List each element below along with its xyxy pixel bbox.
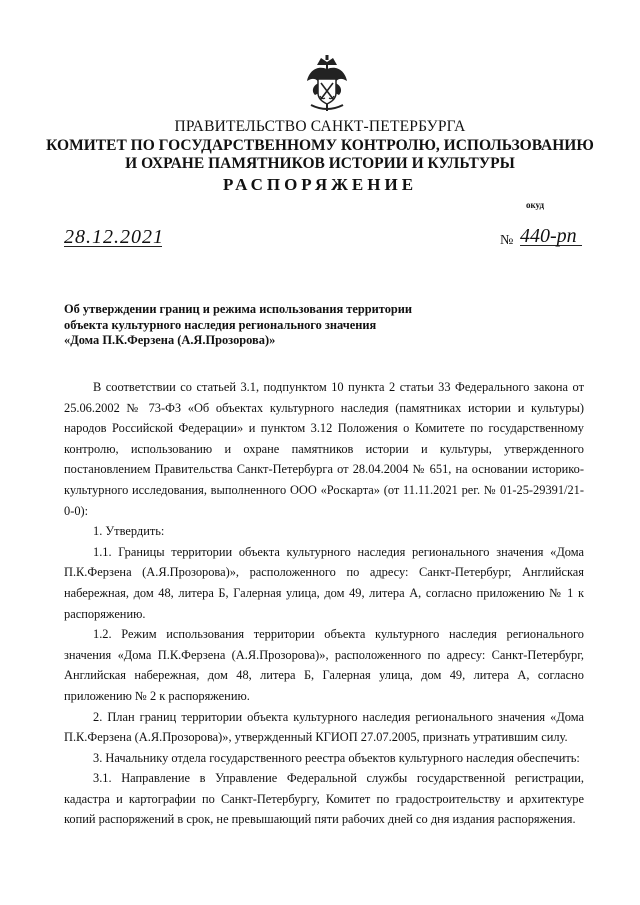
coat-of-arms-icon [303, 55, 351, 113]
paragraph-3: 3. Начальнику отдела государственного реестра объектов культурного наследия обеспечить: [93, 750, 580, 765]
government-title: ПРАВИТЕЛЬСТВО САНКТ-ПЕТЕРБУРГА [174, 118, 466, 135]
subject-line3: «Дома П.К.Ферзена (А.Я.Прозорова)» [64, 333, 276, 347]
document-date: 28.12.2021 [64, 226, 164, 248]
committee-title-line2: И ОХРАНЕ ПАМЯТНИКОВ ИСТОРИИ И КУЛЬТУРЫ [125, 155, 515, 172]
document-type: РАСПОРЯЖЕНИЕ [222, 175, 418, 194]
committee-title-line1: КОМИТЕТ ПО ГОСУДАРСТВЕННОМУ КОНТРОЛЮ, ИСПОЛЬЗОВАНИЮ [46, 137, 594, 154]
subject-line1: Об утверждении границ и режима использования территории [64, 302, 413, 316]
number-sign: № [500, 233, 514, 248]
paragraph-1: 1. Утвердить: [93, 524, 165, 539]
okud-label: окуд [526, 200, 545, 210]
document-subject [64, 302, 412, 349]
document-number: 440-рп [520, 227, 582, 246]
paragraph-1-2: 1.2. Режим использования территории объекта культурного наследия регионального значения «Дома П.К.Ферзена (А.Я.Прозорова)», расположенного по адресу: Санкт-Петербург, Английская набережная, дом 48, литера Б, Галерная улица, дом 49, литера А, согласно приложению № 2 к распоряжению. [64, 627, 584, 703]
subject-line2: объекта культурного наследия регионального значения [64, 317, 377, 332]
committee-title [0, 137, 640, 173]
paragraph-1-1: 1.1. Границы территории объекта культурного наследия регионального значения «Дома П.К.Ферзена (А.Я.Прозорова)», расположенного по адресу: Санкт-Петербург, Английская набережная, дом 48, литера Б, Галерная улица, дом 49, литера А, согласно приложению № 1 к распоряжению. [64, 544, 584, 621]
document-body [64, 377, 584, 830]
paragraph-2: 2. План границ территории объекта культурного наследия регионального значения «Дома П.К.Ферзена (А.Я.Прозорова)», утвержденный КГИОП 27.07.2005, признать утратившим силу. [64, 709, 584, 745]
paragraph-preamble: В соответствии со статьей 3.1, подпунктом 10 пункта 2 статьи 33 Федерального закона от 25.06.2002 № 73-ФЗ «Об объектах культурного наследия (памятниках истории и культуры) народов Российской Федерации» и пунктом 3.12 Положения о Комитете по государственному контролю, использованию и охране памятников истории и культуры, утвержденного постановлением Правительства Санкт-Петербурга от 28.04.2004 № 651, на основании историко-культурного исследования, выполненного ООО «Роскарта» (от 11.11.2021 рег. № 01-25-29391/21-0-0): [64, 380, 584, 518]
paragraph-3-1: 3.1. Направление в Управление Федеральной службы государственной регистрации, кадастра и картографии по Санкт-Петербургу, Комитет по градостроительству и архитектуре копий распоряжений в срок, не превышающий пяти рабочих дней со дня издания распоряжения. [64, 771, 584, 827]
